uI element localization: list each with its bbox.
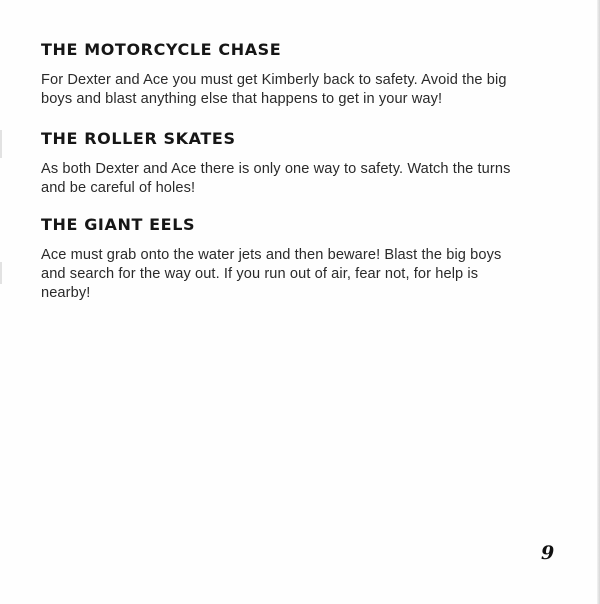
section-heading: THE ROLLER SKATES xyxy=(41,129,236,148)
section-body xyxy=(41,71,551,109)
section-heading: THE GIANT EELS xyxy=(41,215,196,234)
body-line: Ace must grab onto the water jets and then beware! Blast the big boys xyxy=(41,247,502,263)
manual-sections xyxy=(41,40,551,303)
body-line: and be careful of holes! xyxy=(41,180,196,196)
section-roller-skates xyxy=(41,129,551,198)
section-heading: THE MOTORCYCLE CHASE xyxy=(41,40,282,59)
section-body xyxy=(41,246,551,303)
body-line: nearby! xyxy=(41,285,91,301)
page-number: 9 xyxy=(541,542,555,564)
page-scan-mark xyxy=(0,130,2,158)
page-scan-mark xyxy=(0,262,2,284)
body-line: boys and blast anything else that happens to get in your way! xyxy=(41,91,443,107)
section-motorcycle-chase xyxy=(41,40,551,109)
body-line: and search for the way out. If you run out of air, fear not, for help is xyxy=(41,266,479,282)
section-giant-eels xyxy=(41,215,551,303)
section-body xyxy=(41,160,551,198)
body-line: As both Dexter and Ace there is only one way to safety. Watch the turns xyxy=(41,161,511,177)
body-line: For Dexter and Ace you must get Kimberly back to safety. Avoid the big xyxy=(41,72,507,88)
